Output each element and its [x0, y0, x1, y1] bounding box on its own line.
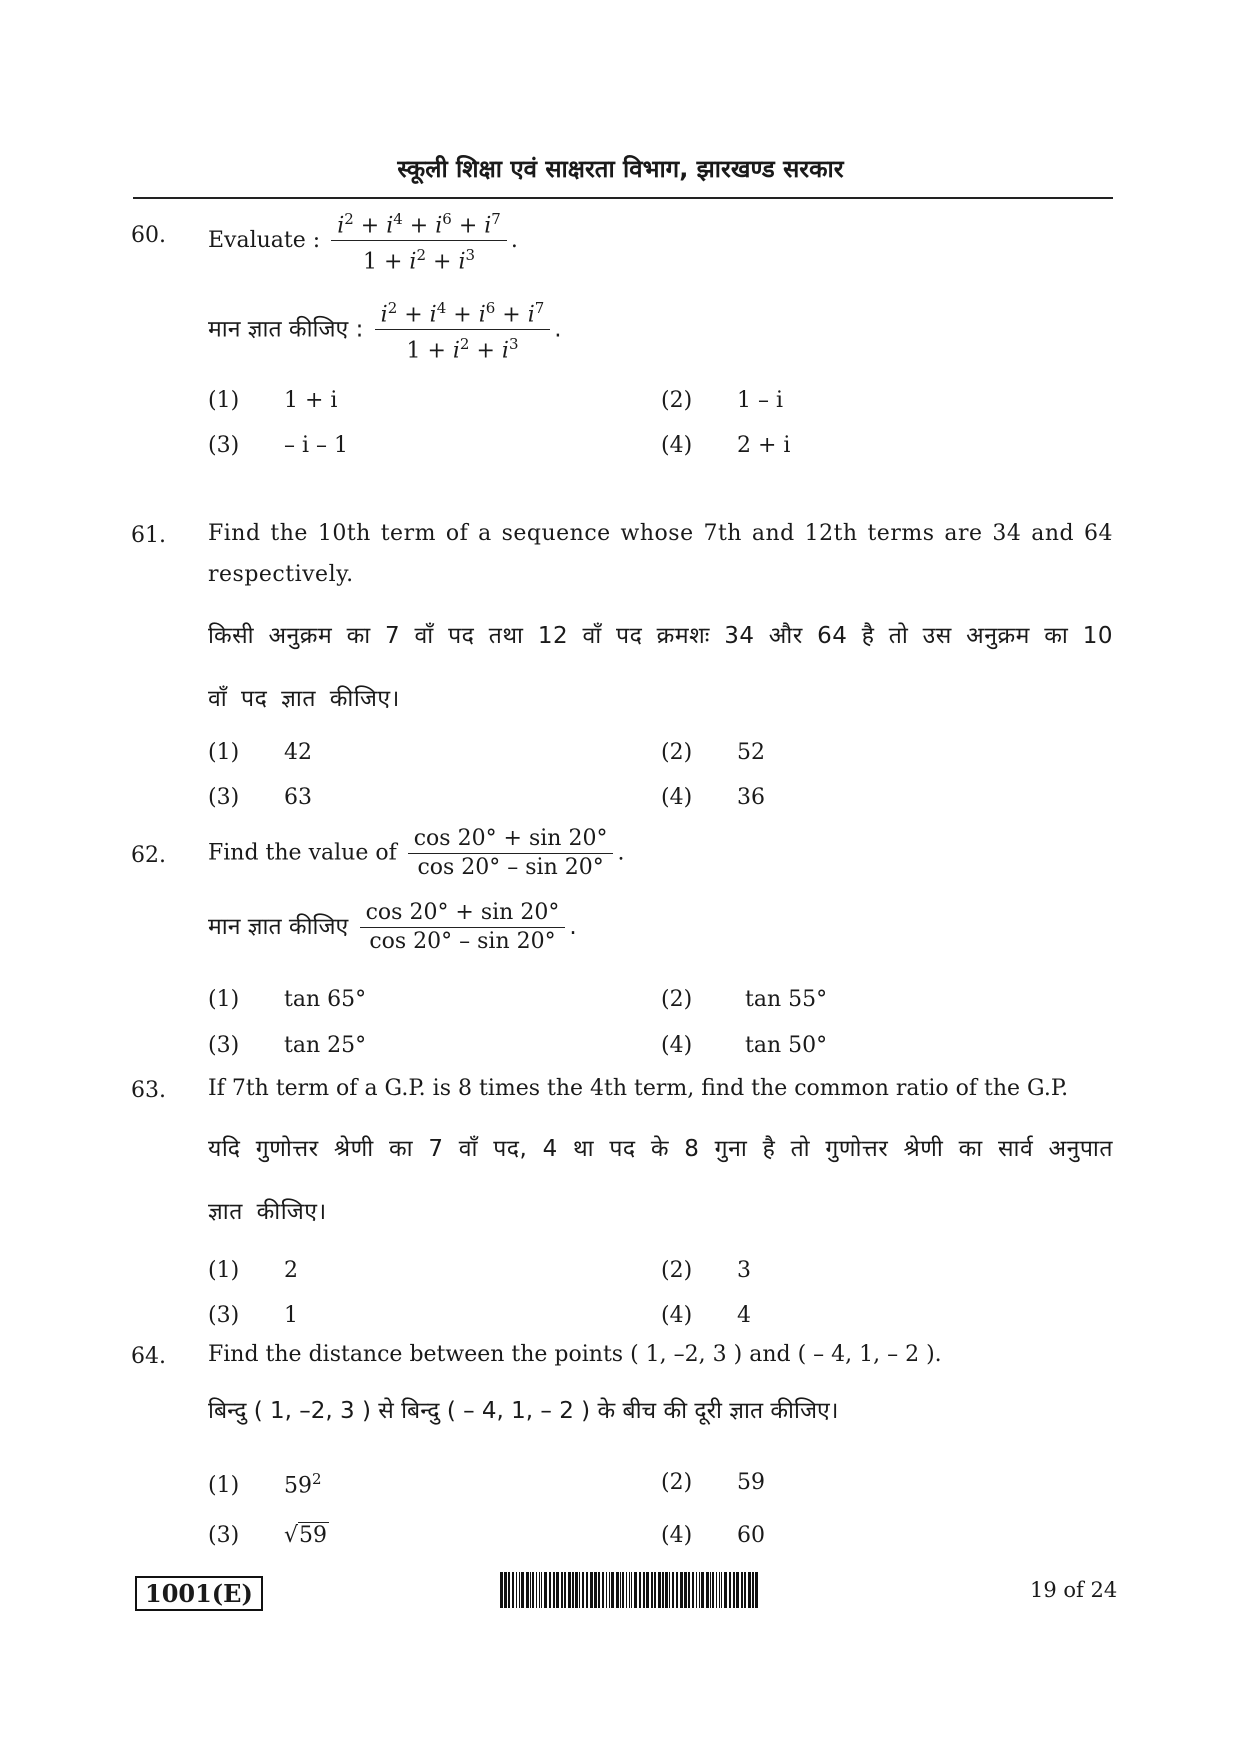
- question-64-english: Find the distance between the points ( 1, –2, 3 ) and ( – 4, 1, – 2 ).: [208, 1342, 942, 1367]
- option: (3) 63: [208, 785, 312, 810]
- trig-fraction: $\frac{\cos 20^\circ + \sin 20^\circ}{\cos 20^\circ - \sin 20^\circ}$: [360, 900, 566, 955]
- option: (1) tan 65°: [208, 987, 367, 1012]
- option: (4) 60: [661, 1523, 765, 1548]
- option: (2) 3: [661, 1258, 751, 1283]
- question-62-english: Find the value of $\frac{\cos 20^\circ + \sin 20^\circ}{\cos 20^\circ - \sin 20^\circ}$ .: [208, 826, 625, 880]
- option: (3) 1: [208, 1303, 298, 1328]
- option: (3) – i – 1: [208, 433, 349, 458]
- header-divider: [133, 197, 1113, 199]
- question-61-hindi: किसी अनुक्रम का 7 वाँ पद तथा 12 वाँ पद क्रमशः 34 और 64 है तो उस अनुक्रम का 10 वाँ पद ज्ञात कीजिए।: [208, 623, 1113, 712]
- question-62-prefix: Find the value of: [208, 840, 397, 866]
- question-64-number: 64.: [131, 1344, 166, 1369]
- barcode: [500, 1572, 758, 1608]
- option: (2) tan 55°: [661, 987, 828, 1012]
- trig-fraction: $\frac{\cos 20^\circ + \sin 20^\circ}{\cos 20^\circ - \sin 20^\circ}$: [408, 826, 614, 881]
- question-60-english: Evaluate : $\frac{i^2 + i^4 + i^6 + i^7}{1 + i^2 + i^3}$ .: [208, 206, 518, 276]
- option: (2) 59: [661, 1470, 765, 1495]
- option: (4) 36: [661, 785, 765, 810]
- option: (4) 2 + i: [661, 433, 791, 458]
- option: (4) tan 50°: [661, 1033, 828, 1058]
- question-61-number: 61.: [131, 523, 166, 548]
- question-64-hindi: बिन्दु ( 1, –2, 3 ) से बिन्दु ( – 4, 1, – 2 ) के बीच की दूरी ज्ञात कीजिए।: [208, 1398, 839, 1424]
- question-60-hindi-prefix: मान ज्ञात कीजिए :: [208, 316, 364, 343]
- question-61-english: Find the 10th term of a sequence whose 7th and 12th terms are 34 and 64 respectively.: [208, 521, 1113, 587]
- complex-fraction: $\frac{i^2 + i^4 + i^6 + i^7}{1 + i^2 + i^3}$: [375, 295, 551, 365]
- option: (1) 42: [208, 740, 312, 765]
- page-header-title: स्कूली शिक्षा एवं साक्षरता विभाग, झारखण्ड सरकार: [397, 155, 844, 183]
- question-63-number: 63.: [131, 1078, 166, 1103]
- square-root: √59: [284, 1523, 328, 1548]
- question-62-number: 62.: [131, 843, 166, 868]
- option: (4) 4: [661, 1303, 751, 1328]
- question-60-prefix: Evaluate :: [208, 227, 321, 253]
- option: (3) √59: [208, 1523, 328, 1548]
- question-62-hindi-prefix: मान ज्ञात कीजिए: [208, 914, 349, 940]
- paper-code: 1001(E): [135, 1576, 263, 1611]
- option: (1) 1 + i: [208, 388, 338, 413]
- question-62-hindi: मान ज्ञात कीजिए $\frac{\cos 20^\circ + \sin 20^\circ}{\cos 20^\circ - \sin 20^\circ}$ .: [208, 900, 577, 954]
- question-63-hindi: यदि गुणोत्तर श्रेणी का 7 वाँ पद, 4 था पद के 8 गुना है तो गुणोत्तर श्रेणी का सार्व अनुपात ज्ञात कीजिए।: [208, 1136, 1113, 1225]
- option: (1) $59^2$: [208, 1470, 322, 1499]
- question-60-hindi: मान ज्ञात कीजिए : $\frac{i^2 + i^4 + i^6 + i^7}{1 + i^2 + i^3}$ .: [208, 295, 562, 365]
- option: (1) 2: [208, 1258, 298, 1283]
- question-60-number: 60.: [131, 223, 166, 248]
- option: (3) tan 25°: [208, 1033, 367, 1058]
- question-63-english: If 7th term of a G.P. is 8 times the 4th term, find the common ratio of the G.P.: [208, 1076, 1069, 1101]
- option: (2) 52: [661, 740, 765, 765]
- page-number: 19 of 24: [1030, 1578, 1118, 1602]
- complex-fraction: $\frac{i^2 + i^4 + i^6 + i^7}{1 + i^2 + i^3}$: [331, 206, 507, 276]
- option: (2) 1 – i: [661, 388, 784, 413]
